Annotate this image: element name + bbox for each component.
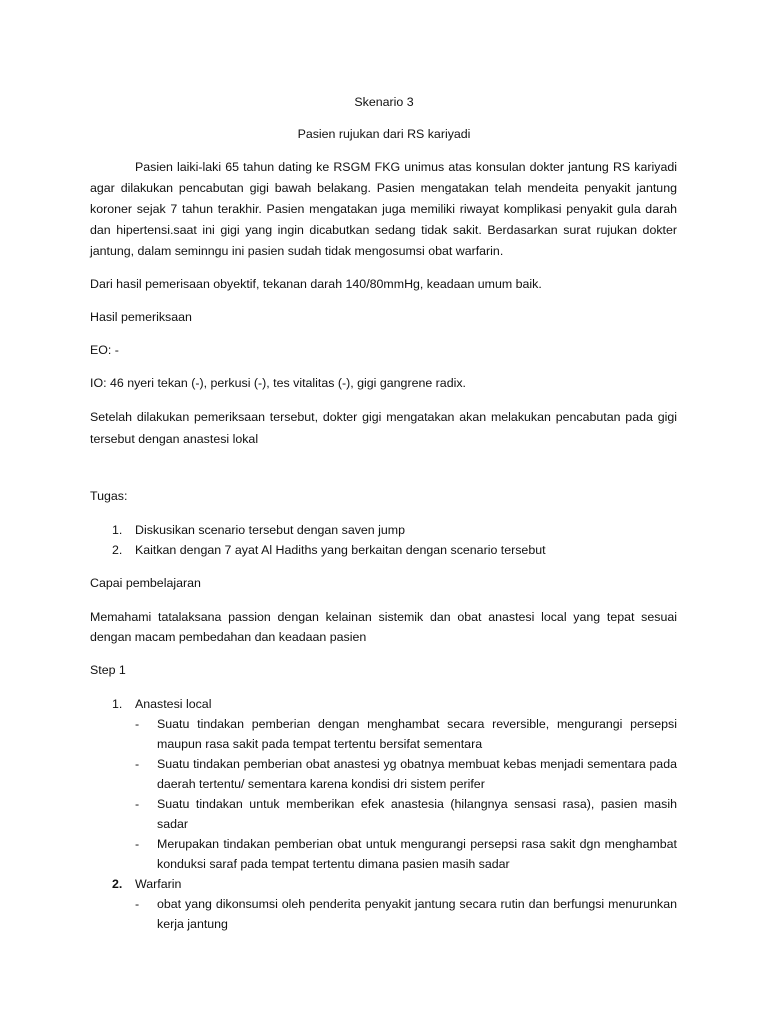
- list-item: [90, 874, 677, 934]
- tugas-list: [90, 520, 677, 560]
- list-item: [90, 520, 677, 540]
- step-heading: Step 1: [90, 663, 126, 677]
- capai-heading: Capai pembelajaran: [90, 576, 201, 590]
- list-text: Diskusikan scenario tersebut dengan saven jump: [135, 523, 405, 537]
- tugas-heading: Tugas:: [90, 489, 128, 503]
- dash-bullet: -: [135, 897, 140, 911]
- term-label: Warfarin: [135, 877, 182, 891]
- definition-item: [135, 834, 677, 874]
- definition-text: obat yang dikonsumsi oleh penderita penyakit jantung secara rutin dan berfungsi menurunkan kerja jantung: [157, 897, 677, 931]
- list-number: 2.: [112, 877, 123, 891]
- document-subtitle: Pasien rujukan dari RS kariyadi: [297, 127, 471, 141]
- list-item: [90, 694, 677, 874]
- list-item: [90, 540, 677, 560]
- list-number: 1.: [112, 697, 123, 711]
- definition-item: [135, 714, 677, 754]
- list-text: Kaitkan dengan 7 ayat Al Hadiths yang berkaitan dengan scenario tersebut: [135, 543, 546, 557]
- term-label: Anastesi local: [135, 697, 212, 711]
- definition-list: [135, 714, 677, 874]
- dash-bullet: -: [135, 717, 140, 731]
- definition-text: Suatu tindakan pemberian dengan menghambat secara reversible, mengurangi persepsi maupun rasa sakit pada tempat tertentu bersifat sementara: [157, 717, 677, 751]
- objective-exam-paragraph: Dari hasil pemerisaan obyektif, tekanan darah 140/80mmHg, keadaan umum baik.: [90, 277, 542, 291]
- list-number: 1.: [112, 523, 123, 537]
- definition-item: [135, 754, 677, 794]
- list-number: 2.: [112, 543, 123, 557]
- definition-list: [135, 894, 677, 934]
- body-content: [90, 157, 677, 934]
- document-title: Skenario 3: [354, 95, 414, 109]
- definition-item: [135, 794, 677, 834]
- conclusion-paragraph: Setelah dilakukan pemeriksaan tersebut, dokter gigi mengatakan akan melakukan pencabutan pada gigi tersebut dengan anastesi lokal: [90, 410, 677, 446]
- dash-bullet: -: [135, 757, 140, 771]
- scenario-paragraph: Pasien laiki-laki 65 tahun dating ke RSGM FKG unimus atas konsulan dokter jantung RS kariyadi agar dilakukan pencabutan gigi bawah belakang. Pasien mengatakan telah mendeita penyakit jantung koroner sejak 7 tahun terakhir. Pasien mengatakan juga memiliki riwayat komplikasi penyakit gula darah dan hipertensi.saat ini gigi yang ingin dicabutkan sedang tidak sakit. Berdasarkan surat rujukan dokter jantung, dalam seminngu ini pasien sudah tidak mengosumsi obat warfarin.: [90, 160, 677, 258]
- eo-line: EO: -: [90, 343, 119, 357]
- dash-bullet: -: [135, 797, 140, 811]
- dash-bullet: -: [135, 837, 140, 851]
- io-line: IO: 46 nyeri tekan (-), perkusi (-), tes vitalitas (-), gigi gangrene radix.: [90, 376, 466, 390]
- step-list: [90, 694, 677, 934]
- capai-text: Memahami tatalaksana passion dengan kelainan sistemik dan obat anastesi local yang tepat sesuai dengan macam pembedahan dan keadaan pasien: [90, 610, 677, 644]
- definition-text: Suatu tindakan untuk memberikan efek anastesia (hilangnya sensasi rasa), pasien masih sadar: [157, 797, 677, 831]
- definition-text: Suatu tindakan pemberian obat anastesi yg obatnya membuat kebas menjadi sementara pada daerah tertentu/ sementara karena kondisi dri sistem perifer: [157, 757, 677, 791]
- definition-text: Merupakan tindakan pemberian obat untuk mengurangi persepsi rasa sakit dgn menghambat konduksi saraf pada tempat tertentu dimana pasien masih sadar: [157, 837, 677, 871]
- definition-item: [135, 894, 677, 934]
- hasil-heading: Hasil pemeriksaan: [90, 310, 192, 324]
